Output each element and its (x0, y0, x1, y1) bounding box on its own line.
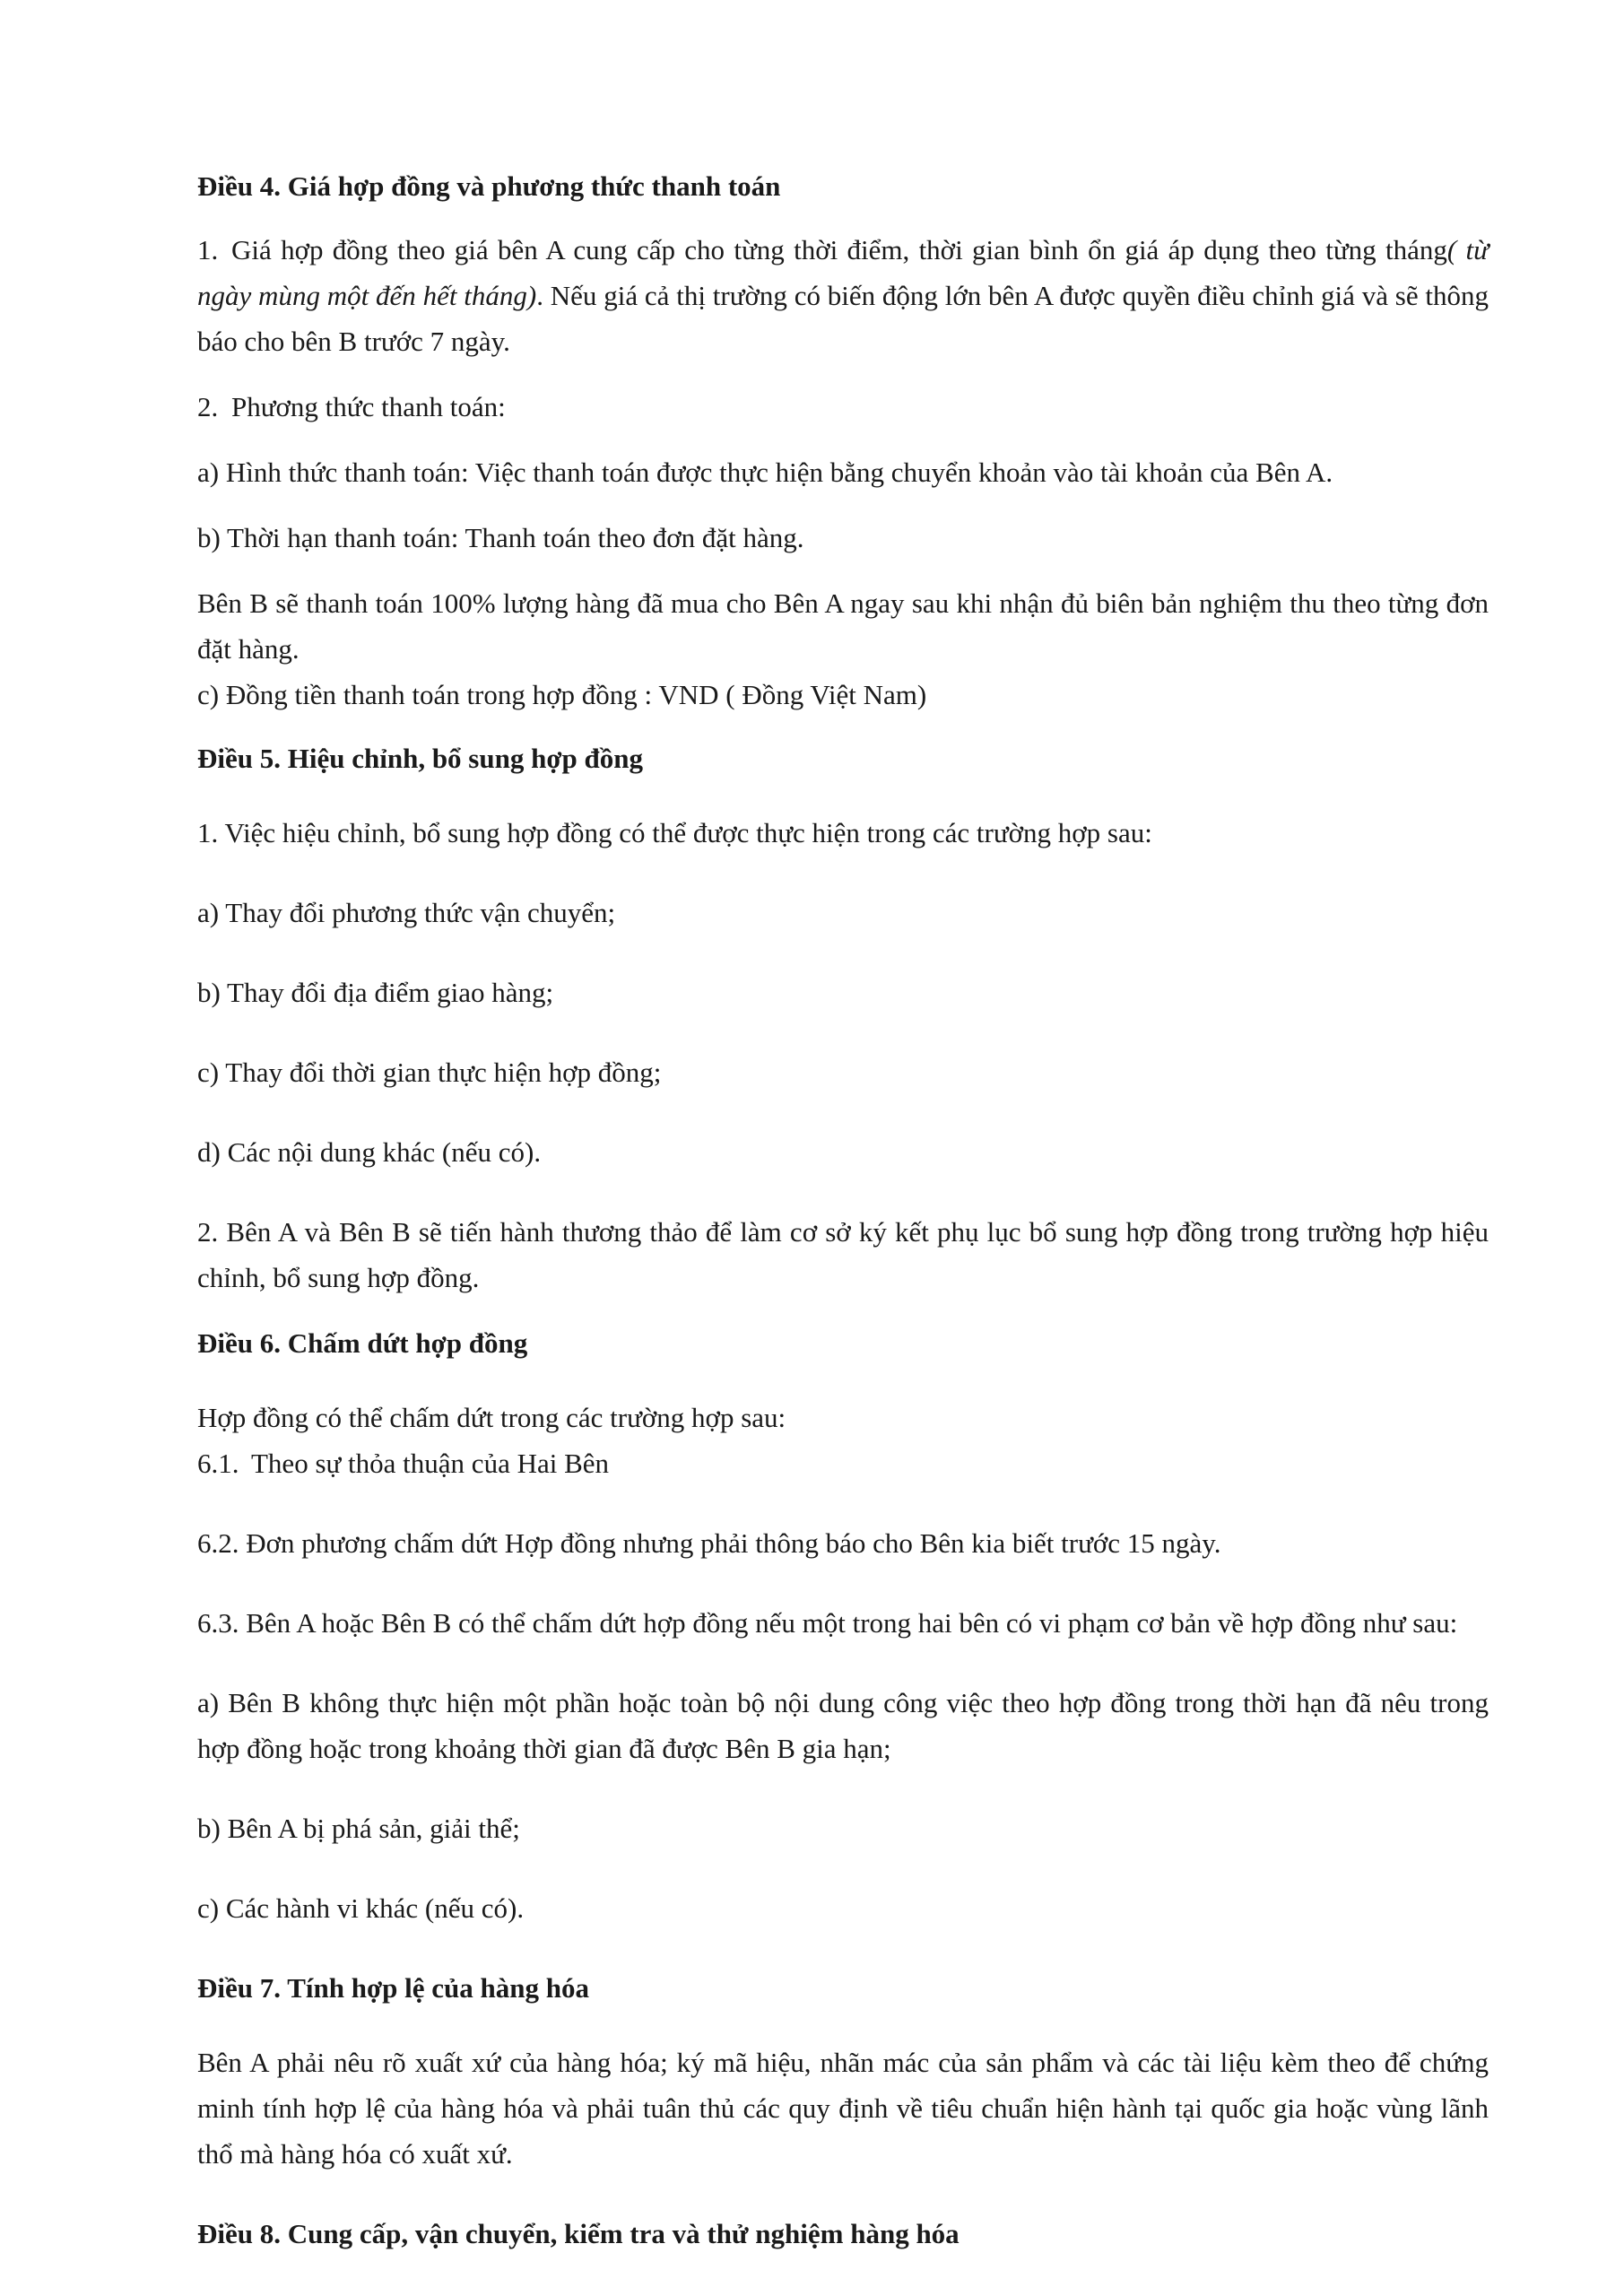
clause-text: Theo sự thỏa thuận của Hai Bên (251, 1448, 610, 1479)
clause-text: Giá hợp đồng theo giá bên A cung cấp cho từng thời điểm, thời gian bình ổn giá áp dụng theo từng tháng (231, 234, 1447, 265)
article-5-item-a: a) Thay đổi phương thức vận chuyển; (197, 897, 616, 928)
article-6-item-a: a) Bên B không thực hiện một phần hoặc toàn bộ nội dung công việc theo hợp đồng trong thời hạn đã nêu trong hợp đồng hoặc trong khoảng thời gian đã được Bên B gia hạn; (197, 1687, 1489, 1764)
article-5-item-c: c) Thay đổi thời gian thực hiện hợp đồng; (197, 1057, 662, 1088)
article-6-intro: Hợp đồng có thể chấm dứt trong các trường hợp sau: (197, 1402, 786, 1433)
clause-number: 6.1. (197, 1448, 239, 1479)
article-4-item-b-detail: Bên B sẽ thanh toán 100% lượng hàng đã mua cho Bên A ngay sau khi nhận đủ biên bản nghiệm thu theo từng đơn đặt hàng. (197, 587, 1489, 665)
article-6-item-c: c) Các hành vi khác (nếu có). (197, 1892, 525, 1924)
article-6-item-b: b) Bên A bị phá sản, giải thể; (197, 1813, 520, 1844)
article-4-item-c: c) Đồng tiền thanh toán trong hợp đồng : VND ( Đồng Việt Nam) (197, 679, 927, 710)
document-body (197, 163, 1489, 2274)
clause-number: 1. (197, 234, 219, 265)
article-4-item-a: a) Hình thức thanh toán: Việc thanh toán được thực hiện bằng chuyển khoản vào tài khoản của Bên A. (197, 457, 1333, 488)
article-5-clause-1: 1. Việc hiệu chỉnh, bổ sung hợp đồng có thể được thực hiện trong các trường hợp sau: (197, 817, 1152, 848)
article-4-heading: Điều 4. Giá hợp đồng và phương thức thanh toán (197, 170, 781, 202)
article-7-paragraph: Bên A phải nêu rõ xuất xứ của hàng hóa; ký mã hiệu, nhãn mác của sản phẩm và các tài liệu kèm theo để chứng minh tính hợp lệ của hàng hóa và phải tuân thủ các quy định về tiêu chuẩn hiện hành tại quốc gia hoặc vùng lãnh thổ mà hàng hóa có xuất xứ. (197, 2047, 1489, 2170)
clause-text-continued: . Nếu giá cả thị trường có biến động lớn bên A được quyền điều chỉnh giá và sẽ thông báo cho bên B trước 7 ngày. (197, 280, 1489, 357)
article-7-heading: Điều 7. Tính hợp lệ của hàng hóa (197, 1972, 589, 2004)
article-5-item-b: b) Thay đổi địa điểm giao hàng; (197, 977, 554, 1008)
article-5-item-d: d) Các nội dung khác (nếu có). (197, 1136, 542, 1168)
article-5-clause-2: 2. Bên A và Bên B sẽ tiến hành thương thảo để làm cơ sở ký kết phụ lục bổ sung hợp đồng trong trường hợp hiệu chỉnh, bổ sung hợp đồng. (197, 1216, 1489, 1293)
article-6-clause-6-3: 6.3. Bên A hoặc Bên B có thể chấm dứt hợp đồng nếu một trong hai bên có vi phạm cơ bản về hợp đồng như sau: (197, 1607, 1458, 1639)
article-6-clause-6-1 (197, 1440, 1489, 1486)
article-5-heading: Điều 5. Hiệu chỉnh, bổ sung hợp đồng (197, 743, 643, 774)
article-4-clause-1 (197, 227, 1489, 364)
article-6-heading: Điều 6. Chấm dứt hợp đồng (197, 1327, 528, 1359)
article-6-clause-6-2: 6.2. Đơn phương chấm dứt Hợp đồng nhưng phải thông báo cho Bên kia biết trước 15 ngày. (197, 1527, 1221, 1559)
clause-text: Phương thức thanh toán: (231, 391, 506, 422)
article-8-heading: Điều 8. Cung cấp, vận chuyển, kiểm tra và thử nghiệm hàng hóa (197, 2218, 960, 2249)
article-4-clause-2 (197, 384, 1489, 430)
clause-number: 2. (197, 391, 219, 422)
article-4-item-b: b) Thời hạn thanh toán: Thanh toán theo đơn đặt hàng. (197, 522, 804, 553)
clause-italic-note: ( từ ngày mùng một đến hết tháng) (197, 234, 1489, 311)
